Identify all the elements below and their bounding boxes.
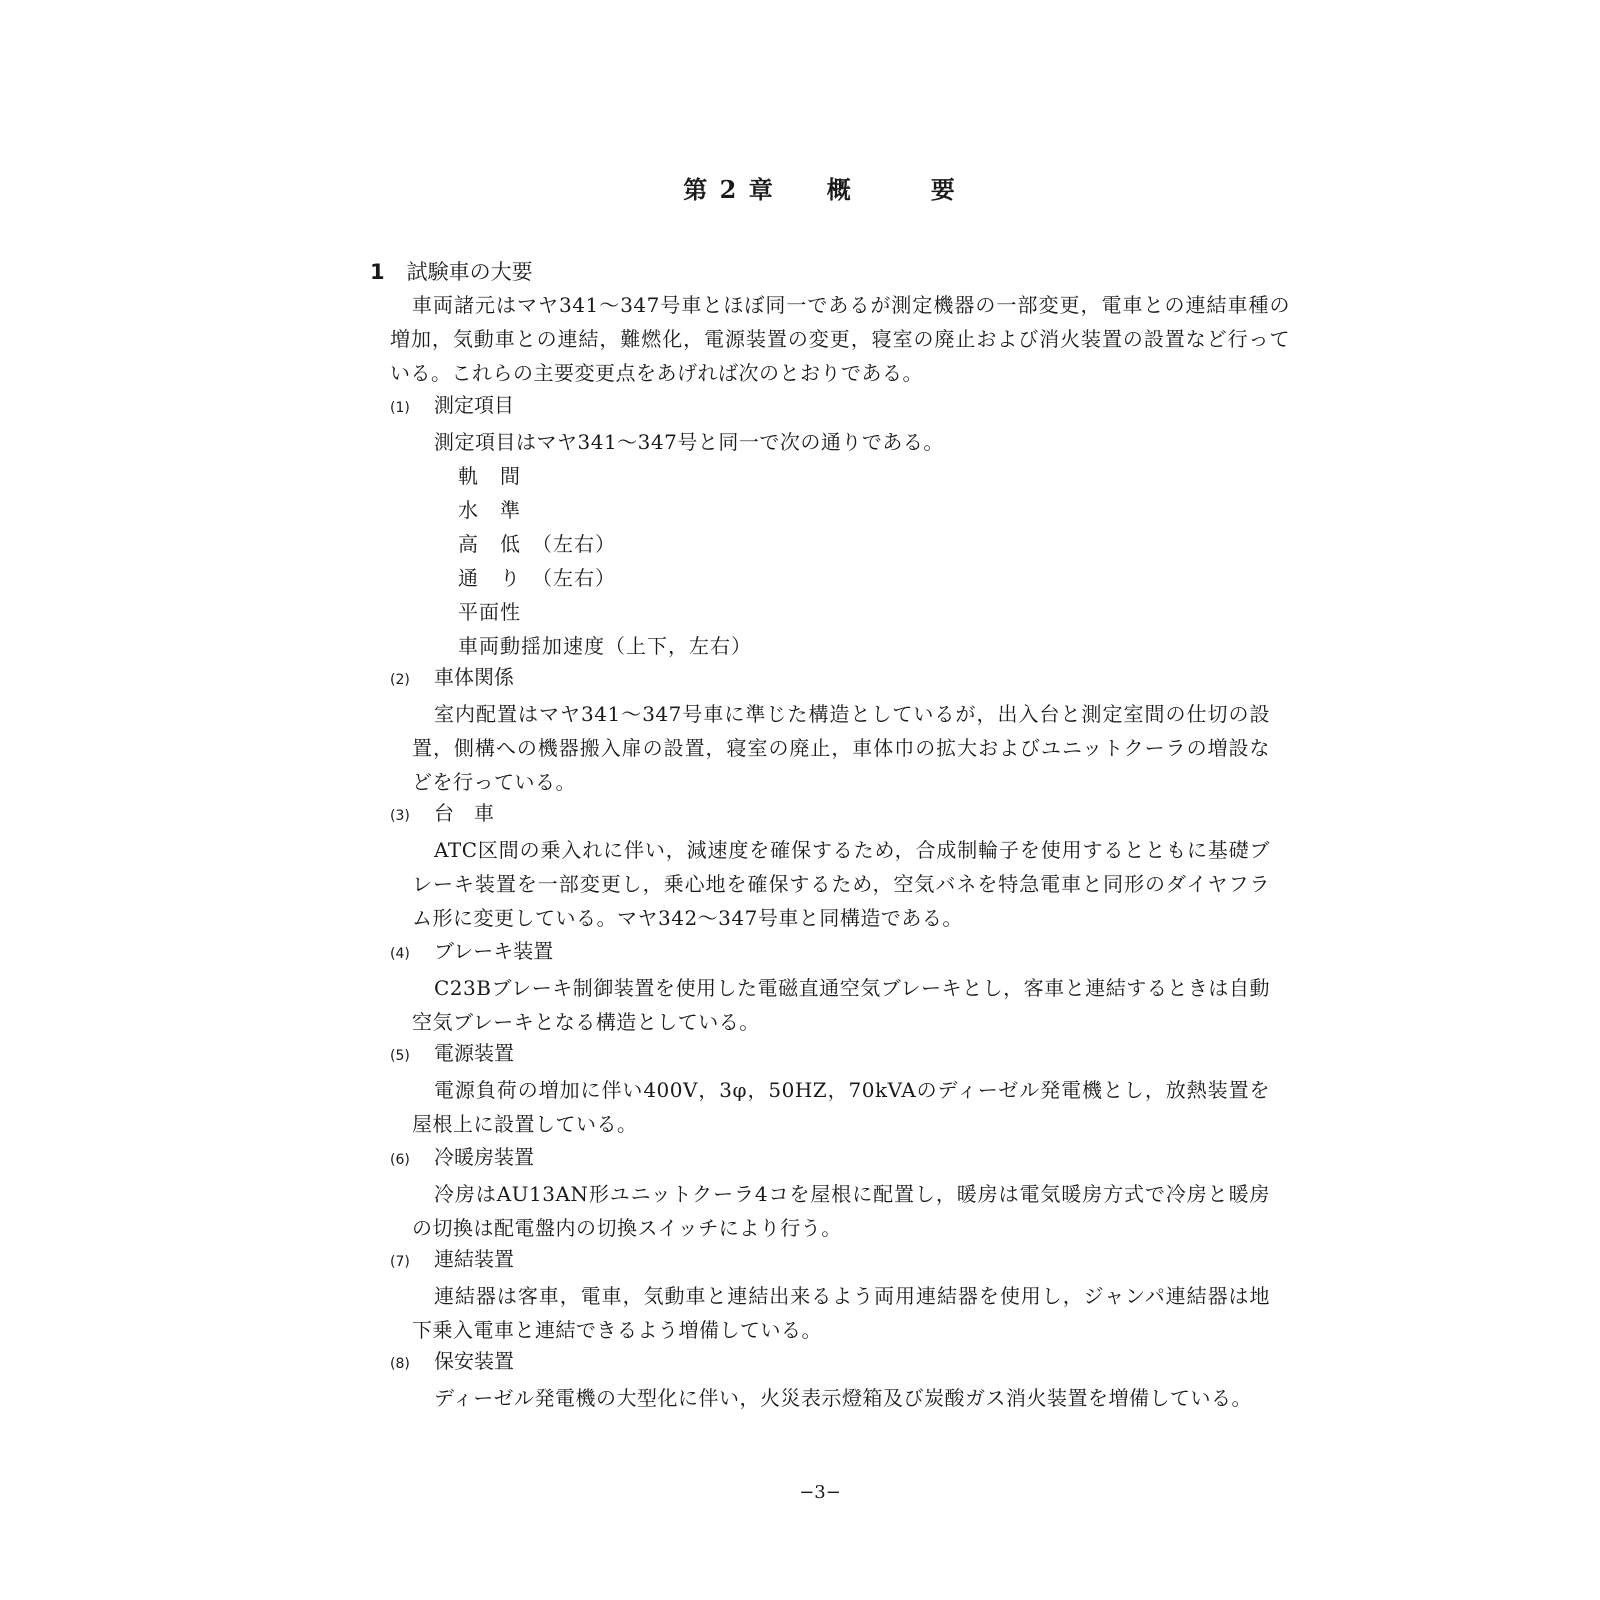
- chapter-title: 第 2 章 概 要: [683, 175, 957, 204]
- item-body: 室内配置はマヤ341〜347号車に準じた構造としているが，出入台と測定室間の仕切の設置，側構への機器搬入扉の設置，寝室の廃止，車体巾の拡大およびユニットクーラの増設などを行っている。: [412, 702, 1270, 794]
- item-title: 保安装置: [434, 1349, 514, 1373]
- item-power-supply: [390, 1036, 1270, 1141]
- item-coupler: [390, 1242, 1270, 1347]
- list-item: 平面性: [458, 600, 521, 624]
- item-body: ATC区間の乗入れに伴い，減速度を確保するため，合成制輪子を使用するとともに基礎ブレーキ装置を一部変更し，乗心地を確保するため，空気バネを特急電車と同形のダイヤフラム形に変更している。マヤ342〜347号車と同構造である。: [412, 838, 1270, 930]
- item-body: 電源負荷の増加に伴い400V，3φ，50HZ，70kVAのディーゼル発電機とし，放熱装置を屋根上に設置している。: [412, 1078, 1270, 1136]
- item-heading: [390, 1344, 1270, 1381]
- intro-paragraph: 車両諸元はマヤ341〜347号車とほぼ同一であるが測定機器の一部変更，電車との連結車種の増加，気動車との連結，難燃化，電源装置の変更，寝室の廃止および消火装置の設置など行っている。これらの主要変更点をあげれば次のとおりである。: [390, 293, 1290, 385]
- item-heading: [390, 388, 1270, 425]
- list-item: 水 準: [458, 498, 521, 522]
- list-item: 車両動揺加速度（上下，左右）: [458, 634, 752, 658]
- item-body: ディーゼル発電機の大型化に伴い，火災表示燈箱及び炭酸ガス消火装置を増備している。: [434, 1386, 1252, 1410]
- item-safety: [390, 1344, 1270, 1415]
- item-bogie: [390, 796, 1270, 935]
- item-body: 測定項目はマヤ341〜347号と同一で次の通りである。: [434, 430, 944, 454]
- item-air-conditioning: [390, 1140, 1270, 1245]
- item-heading: [390, 1242, 1270, 1279]
- list-item: 高 低 （左右）: [458, 532, 616, 556]
- section-title: 試験車の大要: [406, 260, 533, 284]
- item-mark: (7): [390, 1254, 410, 1270]
- item-mark: (1): [390, 400, 410, 416]
- item-title: 電源装置: [434, 1041, 514, 1065]
- item-heading: [390, 1140, 1270, 1177]
- list-item: 軌 間: [458, 464, 521, 488]
- item-body: C23Bブレーキ制御装置を使用した電磁直通空気ブレーキとし，客車と連結するときは自動空気ブレーキとなる構造としている。: [412, 976, 1270, 1034]
- item-body: 冷房はAU13AN形ユニットクーラ4コを屋根に配置し，暖房は電気暖房方式で冷房と暖房の切換は配電盤内の切換スイッチにより行う。: [412, 1182, 1270, 1240]
- section-heading: [370, 256, 533, 286]
- item-mark: (6): [390, 1152, 410, 1168]
- item-title: 連結装置: [434, 1247, 514, 1271]
- section-number: 1: [370, 260, 385, 284]
- item-mark: (2): [390, 672, 410, 688]
- item-heading: [390, 660, 1270, 697]
- item-body-structure: [390, 660, 1270, 799]
- item-heading: [390, 934, 1270, 971]
- item-measurement: [390, 388, 1270, 663]
- item-mark: (4): [390, 946, 410, 962]
- page-number: −3−: [799, 1482, 841, 1503]
- item-title: ブレーキ装置: [434, 939, 554, 963]
- measurement-list: [390, 459, 1270, 663]
- item-brake: [390, 934, 1270, 1039]
- item-heading: [390, 1036, 1270, 1073]
- item-title: 台 車: [434, 801, 494, 825]
- item-title: 測定項目: [434, 393, 514, 417]
- item-mark: (5): [390, 1048, 410, 1064]
- item-title: 車体関係: [434, 665, 514, 689]
- item-body: 連結器は客車，電車，気動車と連結出来るよう両用連結器を使用し，ジャンパ連結器は地下乗入電車と連結できるよう増備している。: [412, 1284, 1270, 1342]
- item-title: 冷暖房装置: [434, 1145, 534, 1169]
- item-mark: (8): [390, 1356, 410, 1372]
- item-heading: [390, 796, 1270, 833]
- item-mark: (3): [390, 808, 410, 824]
- list-item: 通 り （左右）: [458, 566, 616, 590]
